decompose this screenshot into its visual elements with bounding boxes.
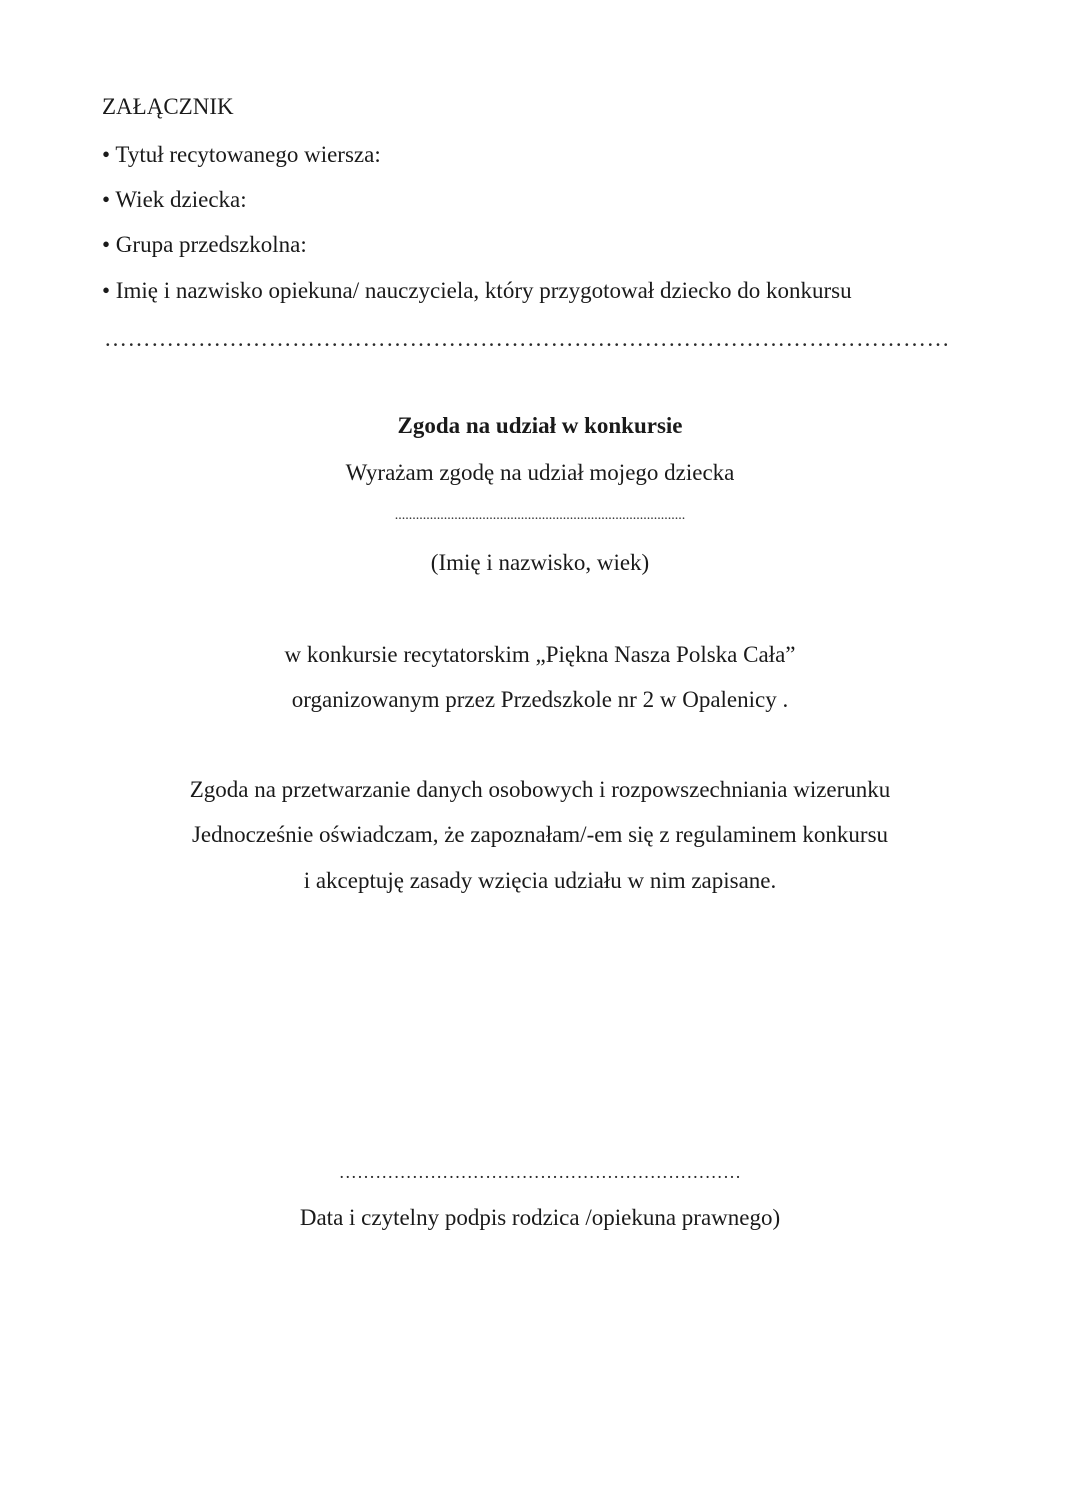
- attachment-heading: ZAŁĄCZNIK: [102, 94, 234, 119]
- attachment-item-preschool-group: • Grupa przedszkolna:: [102, 232, 307, 257]
- contest-line-2: organizowanym przez Przedszkole nr 2 w Opalenicy .: [291, 687, 789, 712]
- attachment-separator-dots: ………………………………………………………………………………………………: [104, 329, 950, 349]
- signature-label: Data i czytelny podpis rodzica /opiekuna prawnego): [299, 1205, 781, 1230]
- attachment-item-child-age: • Wiek dziecka:: [102, 187, 247, 212]
- attachment-item-poem-title: • Tytuł recytowanego wiersza:: [102, 142, 381, 167]
- child-name-hint: (Imię i nazwisko, wiek): [430, 550, 650, 575]
- consent-title: Zgoda na udział w konkursie: [397, 413, 683, 438]
- child-name-dots: ...................................................................................: [394, 508, 686, 523]
- data-consent-line-1: Zgoda na przetwarzanie danych osobowych i rozpowszechniania wizerunku: [189, 777, 891, 802]
- data-consent-line-2: Jednocześnie oświadczam, że zapoznałam/-em się z regulaminem konkursu: [191, 822, 889, 847]
- data-consent-line-3: i akceptuję zasady wzięcia udziału w nim zapisane.: [303, 868, 777, 893]
- signature-dots: …………………………………………………………: [338, 1162, 742, 1182]
- consent-line-1: Wyrażam zgodę na udział mojego dziecka: [345, 460, 735, 485]
- contest-line-1: w konkursie recytatorskim „Piękna Nasza Polska Cała”: [284, 642, 796, 667]
- attachment-item-teacher-name: • Imię i nazwisko opiekuna/ nauczyciela, który przygotował dziecko do konkursu: [102, 278, 852, 303]
